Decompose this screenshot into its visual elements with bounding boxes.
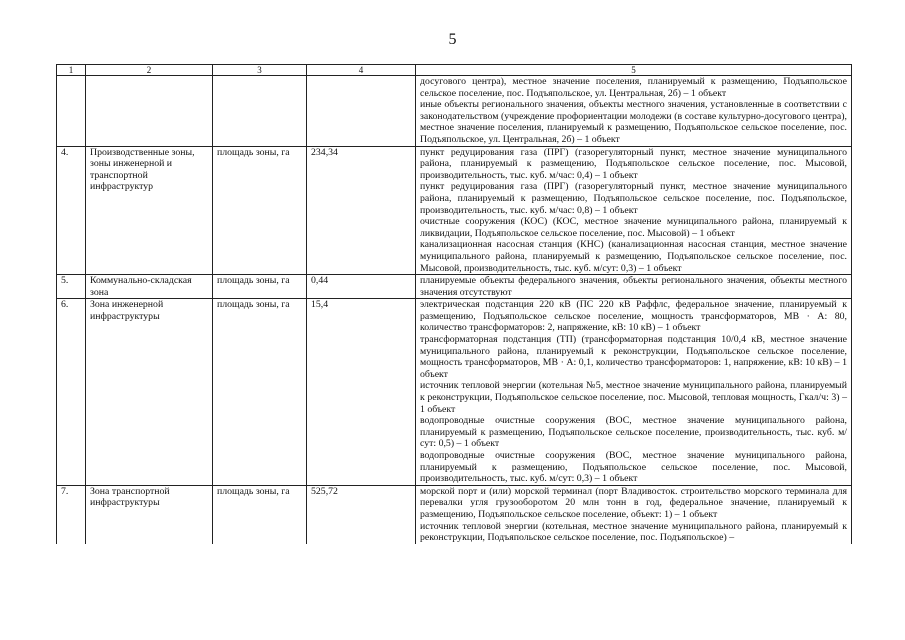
object-item: пункт редуцирования газа (ПРГ) (газорегуляторный пункт, местное значение муниципального района, планируемый к размещению, Подъяпольское сельское поселение, пос. Мысовой, производительность, тыс. куб. м/час: 0,4) – 1 объект: [420, 146, 847, 181]
zone-name: [86, 76, 213, 147]
row-number: 7.: [57, 485, 86, 543]
zone-name: Коммунально-складская зона: [86, 275, 213, 299]
zone-parameter: площадь зоны, га: [213, 146, 307, 275]
object-item: иные объекты регионального значения, объекты местного значения, установленные в соответствии с законодательством (учреждение профориентации молодежи (в составе культурно-досугового центра), местное значение поселения, планируемый к размещению, Подъяпольское сельское поселение, пос. Подъяпольское, ул. Центральная, 2б) – 1 объект: [420, 99, 847, 145]
zone-parameter: площадь зоны, га: [213, 485, 307, 543]
object-item: источник тепловой энергии (котельная, местное значение муниципального района, планируемый к реконструкции, Подъяпольское сельское поселение, пос. Подъяпольское) –: [420, 520, 847, 544]
object-item: водопроводные очистные сооружения (ВОС, местное значение муниципального района, планируемый к размещению, Подъяпольское сельское поселение, пос. Мысовой, производительность, тыс. куб. м/сут: 0,3) – 1 объект: [420, 450, 847, 485]
object-item: планируемые объекты федерального значения, объекты регионального значения, объекты местного значения отсутствуют: [420, 275, 847, 298]
zone-value: 525,72: [307, 485, 416, 543]
header-cell: 1: [57, 65, 86, 76]
zone-value: 15,4: [307, 299, 416, 486]
header-cell: 3: [213, 65, 307, 76]
header-row: [57, 65, 852, 76]
header-cell: 4: [307, 65, 416, 76]
header-cell: 2: [86, 65, 213, 76]
objects-description: [416, 146, 852, 275]
object-item: досугового центра), местное значение поселения, планируемый к размещению, Подъяпольское сельское поселение, пос. Подъяпольское, ул. Центральная, 2б) – 1 объект: [420, 76, 847, 99]
zone-value: [307, 76, 416, 147]
object-item: водопроводные очистные сооружения (ВОС, местное значение муниципального района, планируемый к размещению, Подъяпольское сельское поселение, производительность, тыс. куб. м/сут: 0,5) – 1 объект: [420, 415, 847, 450]
zone-parameter: площадь зоны, га: [213, 299, 307, 486]
page-number: 5: [448, 31, 457, 48]
row-number: [57, 76, 86, 147]
object-item: канализационная насосная станция (КНС) (канализационная насосная станция, местное значение муниципального района, планируемый к размещению, Подъяпольское сельское поселение, пос. Мысовой, производительность, тыс. куб. м/сут: 0,3) – 1 объект: [420, 239, 847, 274]
object-item: пункт редуцирования газа (ПРГ) (газорегуляторный пункт, местное значение муниципального района, планируемый к размещению, Подъяпольское сельское поселение, пос. Подъяпольское, производительность, тыс. куб. м/час: 0,8) – 1 объект: [420, 181, 847, 216]
row-number: 4.: [57, 146, 86, 275]
table-row: [57, 146, 852, 275]
objects-description: [416, 275, 852, 299]
objects-description: [416, 299, 852, 486]
row-number: 5.: [57, 275, 86, 299]
zone-name: Производственные зоны, зоны инженерной и транспортной инфраструктур: [86, 146, 213, 275]
row-number: 6.: [57, 299, 86, 486]
planning-table: [56, 64, 852, 544]
zone-value: 234,34: [307, 146, 416, 275]
object-item: электрическая подстанция 220 кВ (ПС 220 кВ Раффлс, федеральное значение, планируемый к размещению, Подъяпольское сельское поселение, мощность трансформаторов, МВ · А: 80, количество трансформаторов: 2, напряжение, кВ: 10 кВ) – 1 объект: [420, 299, 847, 334]
object-item: трансформаторная подстанция (ТП) (трансформаторная подстанция 10/0,4 кВ, местное значение муниципального района, планируемый к реконструкции, Подъяпольское сельское поселение, мощность трансформаторов, МВ · А: 0,1, количество трансформаторов: 1, напряжение, кВ: 10 кВ) – 1 объект: [420, 334, 847, 380]
objects-description: [416, 485, 852, 543]
table-row: [57, 485, 852, 543]
object-item: источник тепловой энергии (котельная №5, местное значение муниципального района, планируемый к реконструкции, Подъяпольское сельское поселение, пос. Мысовой, тепловая мощность, Гкал/ч: 3) – 1 объект: [420, 380, 847, 415]
zone-name: Зона инженерной инфраструктуры: [86, 299, 213, 486]
table-row: [57, 299, 852, 486]
table-row: [57, 76, 852, 147]
zone-parameter: [213, 76, 307, 147]
zone-parameter: площадь зоны, га: [213, 275, 307, 299]
objects-description: [416, 76, 852, 147]
object-item: очистные сооружения (КОС) (КОС, местное значение муниципального района, планируемый к ликвидации, Подъяпольское сельское поселение, пос. Мысовой) – 1 объект: [420, 216, 847, 239]
zone-name: Зона транспортной инфраструктуры: [86, 485, 213, 543]
zone-value: 0,44: [307, 275, 416, 299]
header-cell: 5: [416, 65, 852, 76]
table-row: [57, 275, 852, 299]
object-item: морской порт и (или) морской терминал (порт Владивосток. строительство морского терминала для перевалки угля грузооборотом 20 млн тонн в год, федеральное значение, планируемый к размещению, Подъяпольское сельское поселение, объект: 1) – 1 объект: [420, 485, 847, 520]
